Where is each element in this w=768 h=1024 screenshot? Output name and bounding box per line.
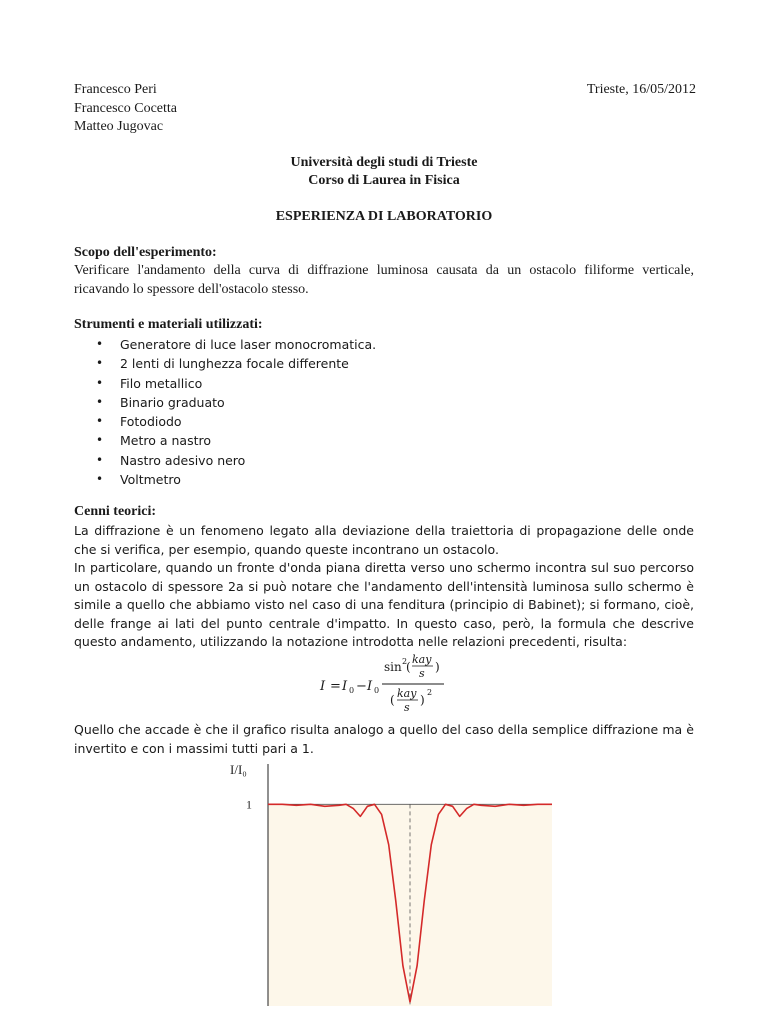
intensity-formula xyxy=(74,653,694,717)
formula-sub0: 0 xyxy=(374,686,380,696)
bullet-icon: • xyxy=(96,394,104,409)
tools-heading: Strumenti e materiali utilizzati: xyxy=(74,317,263,333)
formula-paren: ( xyxy=(406,660,411,675)
theory-paragraph-1: La diffrazione è un fenomeno legato alla deviazione della traiettoria di propagazione delle onde che si verifica, per esempio, quando queste incontrano un ostacolo. xyxy=(74,522,694,557)
list-item: • Filo metallico xyxy=(74,374,694,393)
authors-list xyxy=(74,81,177,137)
theory-paragraph-2: In particolare, quando un fronte d'onda piana diretta verso uno schermo incontra sul suo percorso un ostacolo di spessore 2a si può notare che l'andamento dell'intensità luminosa sullo schermo è simile a quello che abbiamo visto nel caso di una fenditura (principio di Babinet); si formano, cioè, delle frange ai lati del punto centrale d'impatto. In questo caso, però, la formula che descrive questo andamento, utilizzando la notazione introdotta nelle relazioni precedenti, risulta: xyxy=(74,560,694,650)
y-axis-label: I/I₀ xyxy=(230,762,247,777)
bullet-icon: • xyxy=(96,375,104,390)
document-title: ESPERIENZA DI LABORATORIO xyxy=(275,208,493,224)
list-item: • Voltmetro xyxy=(74,470,694,489)
bullet-icon: • xyxy=(96,452,104,467)
bullet-icon: • xyxy=(96,356,104,371)
tools-list xyxy=(74,335,694,489)
formula-paren: ( xyxy=(390,693,395,708)
formula-eq: = xyxy=(330,679,341,695)
university-name: Università degli studi di Trieste xyxy=(290,154,478,170)
list-item: • Binario graduato xyxy=(74,393,694,412)
formula-paren: ) xyxy=(420,693,425,708)
formula-exp: 2 xyxy=(427,688,433,698)
theory-paragraph-3: Quello che accade è che il grafico risulta analogo a quello del caso della semplice diffrazione ma è invertito e con i massimi tutti pari a 1. xyxy=(74,722,694,756)
author-name: Francesco Peri xyxy=(74,82,157,97)
formula-kay: kay xyxy=(412,653,432,667)
list-item: • Fotodiodo xyxy=(74,412,694,431)
formula-i0: I xyxy=(342,679,348,695)
theory-heading: Cenni teorici: xyxy=(74,504,157,520)
formula-exp: 2 xyxy=(402,657,408,667)
list-item: • Nastro adesivo nero xyxy=(74,451,694,470)
place-date: Trieste, 16/05/2012 xyxy=(586,82,696,97)
document-page xyxy=(74,81,694,758)
list-item: • Generatore di luce laser monocromatica. xyxy=(74,335,694,354)
formula-lhs: I xyxy=(320,679,326,695)
course-name: Corso di Laurea in Fisica xyxy=(308,173,460,189)
formula-sin: sin xyxy=(384,660,402,675)
formula-paren: ) xyxy=(435,660,440,675)
formula-kay: kay xyxy=(397,687,417,701)
formula-sub0: 0 xyxy=(349,686,355,696)
formula-s: s xyxy=(419,667,425,681)
y-tick-label: 1 xyxy=(246,797,252,812)
formula-s: s xyxy=(404,701,410,715)
list-item: • Metro a nastro xyxy=(74,431,694,450)
formula-i0: I xyxy=(367,679,373,695)
bullet-icon: • xyxy=(96,433,104,448)
bullet-icon: • xyxy=(96,472,104,487)
formula-minus: − xyxy=(356,679,367,695)
header xyxy=(74,81,694,137)
bullet-icon: • xyxy=(96,336,104,351)
list-item: • 2 lenti di lunghezza focale differente xyxy=(74,354,694,373)
scope-text: Verificare l'andamento della curva di diffrazione luminosa causata da un ostacolo filiforme verticale, ricavando lo spessore dell'ostacolo stesso. xyxy=(74,263,694,297)
intensity-chart xyxy=(218,758,558,1010)
author-name: Matteo Jugovac xyxy=(74,119,164,135)
scope-heading: Scopo dell'esperimento: xyxy=(74,244,217,260)
author-name: Francesco Cocetta xyxy=(74,100,178,116)
bullet-icon: • xyxy=(96,414,104,429)
